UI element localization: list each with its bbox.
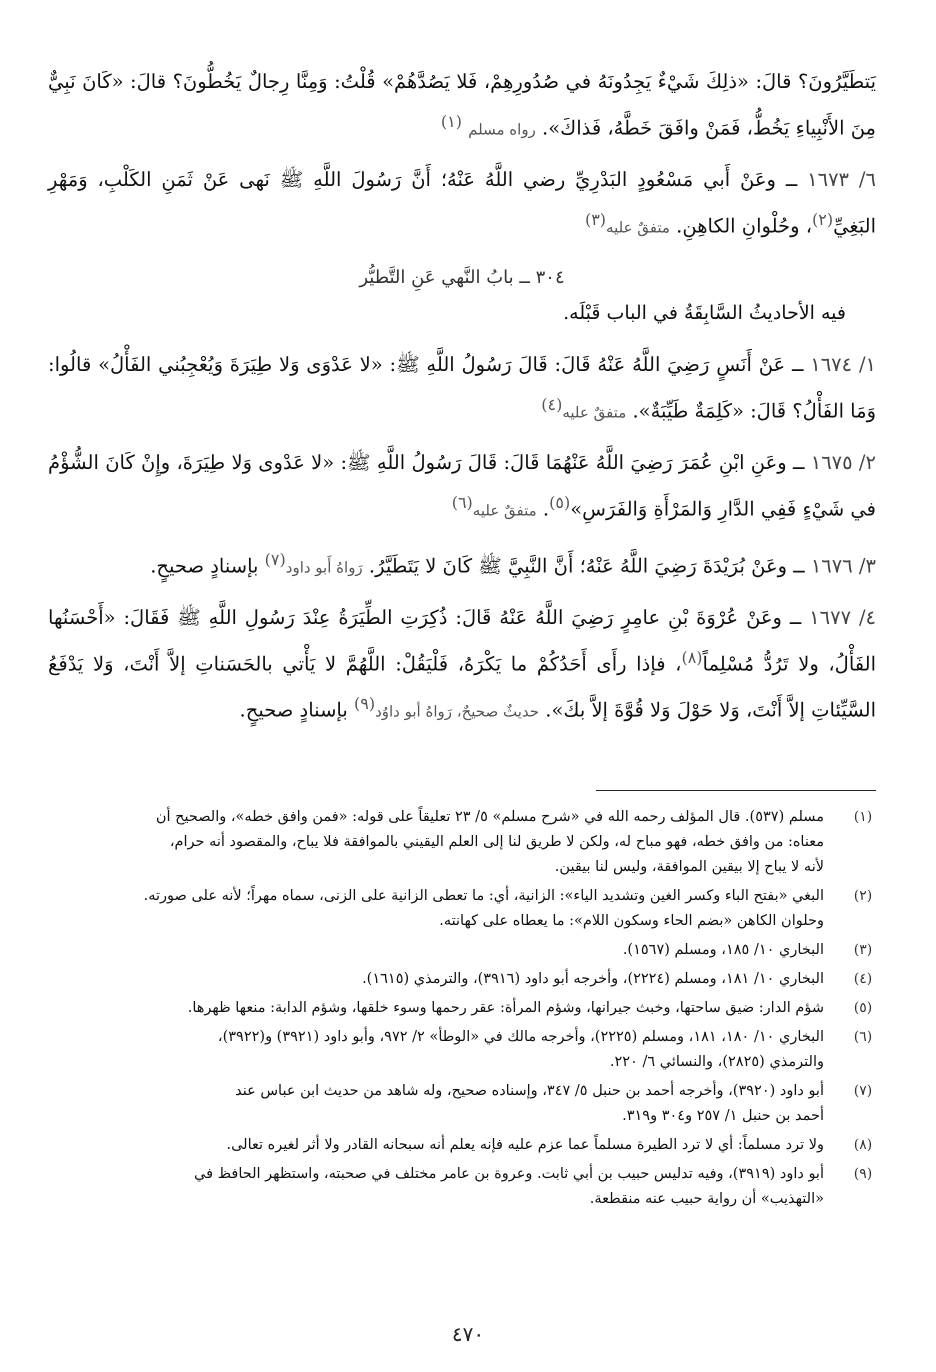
source-tail: بإسنادٍ صحيحٍ. xyxy=(150,554,259,578)
footnote-line: أحمد بن حنبل ١/ ٢٥٧ و٣٠٤ و٣١٩. xyxy=(622,1108,824,1124)
footnote-number: (٦) xyxy=(853,1029,873,1045)
hadith-text: ــ وعَنْ بُرَيْدَةَ رَضِيَ اللَّهُ عَنْهُ؛ أَنَّ النَّبِيَّ ﷺ كَانَ لا يَتَطَيَّرُ. xyxy=(368,554,805,578)
footnote-line: وحلوان الكاهن «بضم الحاء وسكون اللام»: ما يعطاه على كهانته. xyxy=(439,913,824,929)
footnote-line: مسلم (٥٣٧). قال المؤلف رحمه الله في «شرح مسلم» ٥/ ٢٣ تعليقاً على قوله: «فمن وافق خطه»، والصحيح أن xyxy=(155,809,824,825)
footnote-ref: (٢) xyxy=(812,209,834,229)
footnote-ref: (٨) xyxy=(681,647,703,667)
footnote-line: البخاري ١٠/ ١٨١، ومسلم (٢٢٢٤)، وأخرجه أبو داود (٣٩١٦)، والترمذي (١٦١٥). xyxy=(362,971,824,987)
footnote-number: (١) xyxy=(853,809,873,825)
source-note: متفقٌ عليه xyxy=(606,218,670,236)
paragraph-continuation xyxy=(48,62,876,150)
footnote-number: (٩) xyxy=(853,1166,873,1182)
hadith-1673 xyxy=(48,160,876,248)
footnote xyxy=(48,967,886,992)
hadith-text-cont: ، وحُلْوانِ الكاهِنِ. xyxy=(676,214,812,237)
footnote-number: (٢) xyxy=(853,888,873,904)
hadith-1674 xyxy=(48,345,876,433)
main-text xyxy=(48,62,876,742)
footnote-ref: (٦) xyxy=(451,492,473,512)
source-note: رَواهُ أَبو داود xyxy=(285,558,363,577)
footnote-line: ولا ترد مسلماً: أي لا ترد الطيرة مسلماً عما عزم عليه فإنه يعلم أنه سبحانه القادر ولا أثر لغيره تعالى. xyxy=(226,1137,824,1153)
footnote-divider xyxy=(596,790,876,791)
footnote xyxy=(48,938,886,963)
hadith-1676 xyxy=(48,540,876,588)
hadith-1677 xyxy=(48,598,876,732)
footnote-ref: (٣) xyxy=(584,209,607,229)
footnote-line: «التهذيب» أن رواية حبيب عنه منقطعة. xyxy=(589,1191,824,1207)
footnote xyxy=(48,1025,886,1075)
hadith-text: ــ عَنْ أَنَسٍ رَضِيَ اللَّهُ عَنْهُ قَالَ: قَالَ رَسُولُ اللَّهِ ﷺ: «لا عَدْوَى وَلا طِيَرَةَ وَيُعْجِبُني الفَأْلُ» قالُوا: وَمَا الفَأْلُ؟ قَالَ: «كَلِمَةٌ طَيِّبَةٌ». xyxy=(48,353,876,423)
footnote xyxy=(48,996,886,1021)
source-note: متفقٌ عليه xyxy=(472,501,537,519)
source-note: حديثٌ صحيحٌ، رَواهُ أبو داوُد xyxy=(375,702,540,721)
source-tail: بإسنادٍ صحيحٍ. xyxy=(239,698,348,722)
hadith-text: ــ وعَنْ عُرْوَةَ بْنِ عامِرٍ رَضِيَ اللَّهُ عَنْهُ قَالَ: ذُكِرَتِ الطِّيَرَةُ عِنْدَ رَسُولِ اللَّهِ ﷺ فَقَالَ: «أَحْسَنُها الفَأْلُ، ولا تَرُدُّ مُسْلِماً xyxy=(48,605,876,675)
source-note: متفقٌ عليه xyxy=(562,403,627,422)
hadith-number: ٤/ ١٦٧٧ xyxy=(809,605,876,629)
footnote-ref: (٤) xyxy=(541,395,563,414)
footnote-number: (٥) xyxy=(853,1000,873,1016)
hadith-number: ٦/ ١٦٧٣ xyxy=(807,167,876,191)
footnotes xyxy=(48,805,886,1216)
hadith-text: ــ وعَنْ أَبي مَسْعُودٍ البَدْرِيِّ رضي اللَّهُ عَنْهُ؛ أَنَّ رَسُولَ اللَّهِ ﷺ نَهى عَنْ ثَمَنِ الكَلْبِ، وَمَهْرِ البَغِيِّ xyxy=(48,167,876,237)
hadith-number: ٣/ ١٦٧٦ xyxy=(810,554,876,578)
footnote-line: البخاري ١٠/ ١٨٥، ومسلم (١٥٦٧). xyxy=(622,942,824,958)
chapter-title: ٣٠٤ ــ بابُ النَّهي عَنِ التَّطيُّر xyxy=(359,267,565,288)
footnote-ref: (٥) xyxy=(549,492,571,512)
footnote xyxy=(48,884,886,934)
footnote-number: (٤) xyxy=(853,971,873,987)
footnote-line: البغي «بفتح الباء وكسر الغين وتشديد الياء»: الزانية، أي: ما تعطى الزانية على الزنى، سماه مهراً؛ لأنه على صورته. xyxy=(143,888,824,904)
footnote-ref: (٧) xyxy=(264,550,286,569)
footnote-line: أبو داود (٣٩١٩)، وفيه تدليس حبيب بن أبي ثابت. وعروة بن عامر مختلف في صحبته، واستظهر الحافظ في xyxy=(194,1166,824,1182)
footnote-number: (٨) xyxy=(853,1137,873,1153)
footnote-line: أبو داود (٣٩٢٠)، وأخرجه أحمد بن حنبل ٥/ ٣٤٧، وإسناده صحيح، وله شاهد من حديث ابن عباس عند xyxy=(235,1083,824,1099)
footnote-number: (٣) xyxy=(853,942,873,958)
hadith-1675: ٢/ ١٦٧٥ ــ وعَنِ ابْنِ عُمَرَ رَضِيَ اللَّهُ عَنْهُمَا قَالَ: قَالَ رَسُولُ اللَّهِ ﷺ: «لا عَدْوى وَلا طِيَرَةَ، وإِنْ كَانَ الشُّؤْمُ في شَيْءٍ فَفِي الدَّارِ وَالمَرْأَةِ وَالفَرَسِ»$^{(٥)}$. متفقٌ عليه$^{(٦)}$ xyxy=(48,450,876,520)
paragraph-text: يَتطَيَّرُونَ؟ قالَ: «ذلِكَ شَيْءٌ يَجِدُونَهُ في صُدُورِهِمْ، فَلا يَصُدَّهُمْ» قُلْتُ: وَمِنَّا رِجالٌ يَخُطُّونَ؟ قالَ: «كَانَ نَبِيٌّ مِنَ الأَنْبِياءِ يَخُطُّ، فَمَنْ وافَقَ خَطَّهُ، فَذاكَ». xyxy=(48,70,876,140)
hadith-text: ــ وعَنِ ابْنِ عُمَرَ رَضِيَ اللَّهُ عَنْهُمَا قَالَ: قَالَ رَسُولُ اللَّهِ ﷺ: «لا عَدْوى وَلا طِيَرَةَ، وإِنْ كَانَ الشُّؤْمُ في شَيْءٍ فَفِي الدَّارِ وَالمَرْأَةِ وَالفَرَسِ» xyxy=(48,450,876,520)
hadith-number: ١/ ١٦٧٤ xyxy=(810,353,876,376)
footnote-line: شؤم الدار: ضيق ساحتها، وخبث جيرانها، وشؤم المرأة: عقر رحمها وسوء خلقها، وشؤم الدابة: منعها ظهرها. xyxy=(187,1000,824,1016)
footnote-line: البخاري ١٠/ ١٨٠، ١٨١، ومسلم (٢٢٢٥)، وأخرجه مالك في «الوطأ» ٢/ ٩٧٢، وأبو داود (٣٩٢١) و(٣٩٢٢)، xyxy=(217,1029,824,1045)
footnote xyxy=(48,805,886,880)
hadith-text-cont: ، فإذا رأَى أَحَدُكُمْ ما يَكْرَهُ، فَلْيَقُلْ: اللَّهُمَّ لا يَأْتي بالحَسَناتِ إلاَّ أَنْتَ، وَلا يَدْفَعُ السَّيِّئاتِ إلاَّ أَنْتَ، وَلا حَوْلَ وَلا قُوَّةَ إلاَّ بكَ». xyxy=(48,652,876,722)
footnote xyxy=(48,1079,886,1129)
chapter-subtitle: فيه الأحاديثُ السَّابِقَةُ في الباب قَبْلَه. xyxy=(563,302,846,324)
hadith-number: ٢/ ١٦٧٥ xyxy=(810,450,876,474)
footnote-line: والترمذي (٢٨٢٥)، والنسائي ٦/ ٢٢٠. xyxy=(609,1054,824,1070)
source-note: رواه مسلم xyxy=(468,120,536,139)
footnote-ref: (٩) xyxy=(353,694,376,713)
page-number: ٤٧٠ xyxy=(451,1322,485,1346)
footnote xyxy=(48,1162,886,1212)
footnote xyxy=(48,1133,886,1158)
footnote-number: (٧) xyxy=(853,1083,873,1099)
footnote-ref: (١) xyxy=(440,112,462,131)
footnote-line: معناه: من وافق خطه، فهو مباح له، ولكن لا طريق لنا إلى العلم اليقيني بالموافقة فلا يباح، والمقصود أنه حرام، xyxy=(169,834,824,850)
footnote-line: لأنه لا يباح إلا بيقين الموافقة، وليس لنا بيقين. xyxy=(554,859,824,875)
